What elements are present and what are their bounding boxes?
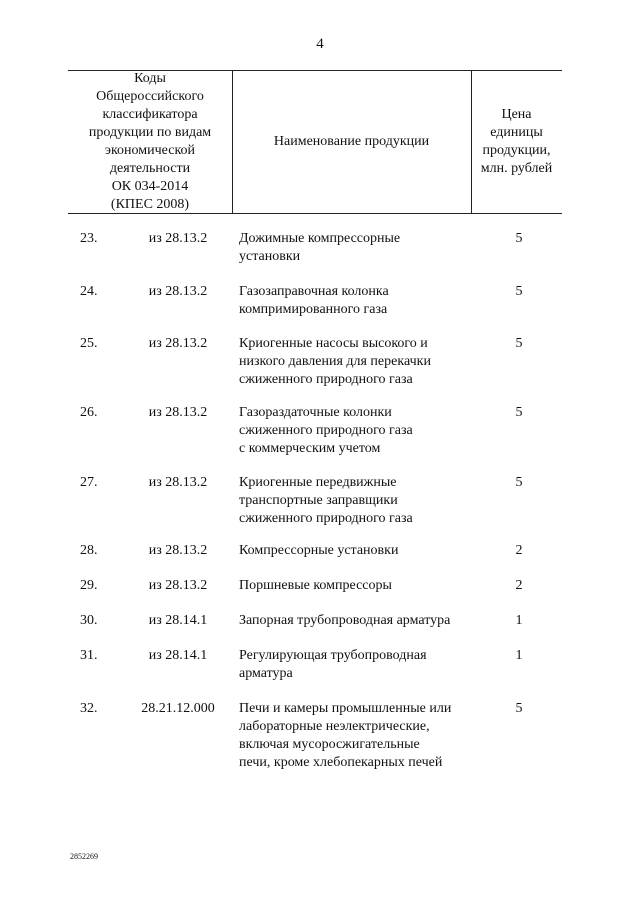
row-product-name: Криогенные передвижные транспортные заправщики сжиженного природного газа — [239, 475, 413, 526]
row-code: 28.21.12.000 — [141, 701, 215, 716]
row-code: из 28.14.1 — [148, 613, 208, 628]
row-number: 25. — [80, 336, 98, 351]
row-product-name: Компрессорные установки — [239, 543, 399, 558]
row-number: 24. — [80, 284, 98, 299]
page-number: 4 — [316, 36, 324, 52]
table-header — [68, 70, 562, 214]
row-code: из 28.13.2 — [148, 336, 208, 351]
document-id: 2852269 — [70, 852, 98, 861]
header-codes: Коды Общероссийского классификатора продукции по видам экономической деятельности ОК 034-2014 (КПЕС 2008) — [88, 71, 212, 212]
row-price: 5 — [515, 231, 523, 246]
row-price: 5 — [515, 284, 523, 299]
row-number: 26. — [80, 405, 98, 420]
row-code: из 28.13.2 — [148, 475, 208, 490]
row-number: 28. — [80, 543, 98, 558]
row-code: из 28.13.2 — [148, 284, 208, 299]
row-price: 5 — [515, 336, 523, 351]
row-price: 1 — [515, 648, 523, 663]
row-price: 5 — [515, 701, 523, 716]
row-code: из 28.13.2 — [148, 405, 208, 420]
row-product-name: Печи и камеры промышленные или лабораторные неэлектрические, включая мусоросжигательные печи, кроме хлебопекарных печей — [239, 701, 452, 770]
row-product-name: Газозаправочная колонка компримированного газа — [239, 284, 389, 317]
row-price: 1 — [515, 613, 523, 628]
row-number: 31. — [80, 648, 98, 663]
row-product-name: Криогенные насосы высокого и низкого давления для перекачки сжиженного природного газа — [239, 336, 431, 387]
row-price: 5 — [515, 475, 523, 490]
row-number: 29. — [80, 578, 98, 593]
row-price: 2 — [515, 543, 523, 558]
row-product-name: Газораздаточные колонки сжиженного природного газа с коммерческим учетом — [239, 405, 413, 456]
row-code: из 28.13.2 — [148, 231, 208, 246]
header-name: Наименование продукции — [273, 134, 430, 149]
row-product-name: Регулирующая трубопроводная арматура — [239, 648, 427, 681]
header-price: Цена единицы продукции, млн. рублей — [480, 107, 553, 176]
row-number: 27. — [80, 475, 98, 490]
row-code: из 28.13.2 — [148, 543, 208, 558]
row-product-name: Запорная трубопроводная арматура — [239, 613, 451, 628]
row-price: 2 — [515, 578, 523, 593]
row-number: 30. — [80, 613, 98, 628]
row-number: 23. — [80, 231, 98, 246]
row-number: 32. — [80, 701, 98, 716]
row-product-name: Поршневые компрессоры — [239, 578, 392, 593]
row-code: из 28.13.2 — [148, 578, 208, 593]
row-price: 5 — [515, 405, 523, 420]
row-product-name: Дожимные компрессорные установки — [239, 231, 401, 264]
row-code: из 28.14.1 — [148, 648, 208, 663]
